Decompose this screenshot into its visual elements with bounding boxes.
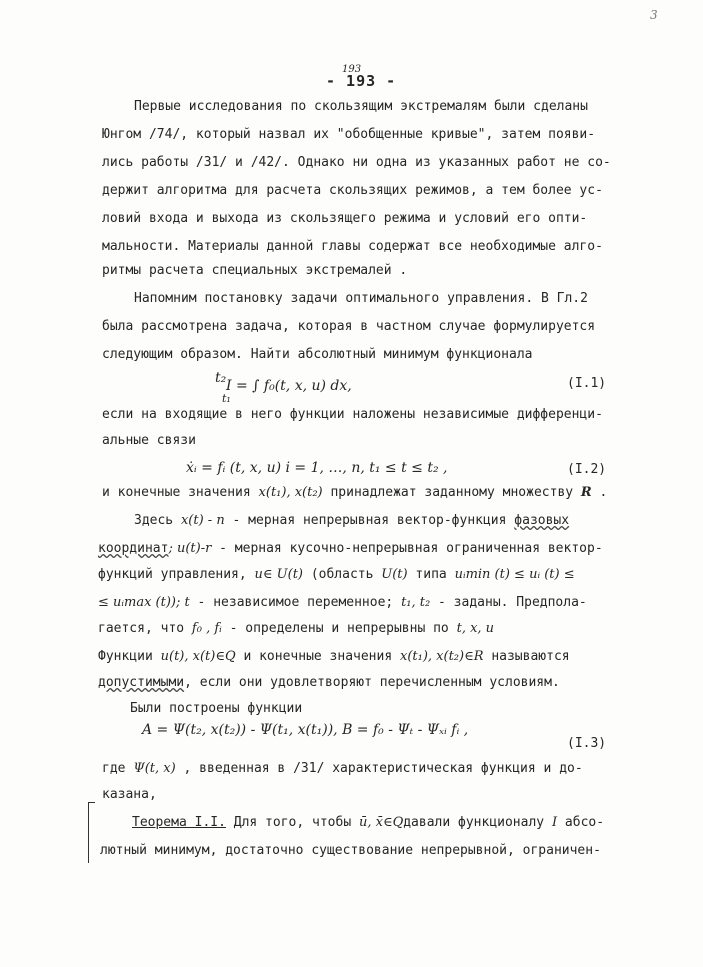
text-line: допустимыми, если они удовлетворяют перечисленным условиям. [98,675,560,690]
text-line: лись работы /31/ и /42/. Однако ни одна из указанных работ не со- [102,155,611,170]
text-line: координат; u(t)-r - мерная кусочно-непрерывная ограниченная вектор- [98,541,603,556]
equation-number: (I.1) [567,376,607,391]
equation-number: (I.2) [567,462,607,477]
formula: I = ∫ f₀(t, x, u) dx, [226,378,352,394]
text-line: мальности. Материалы данной главы содержат все необходимые алго- [102,239,603,254]
formula-upper-limit: t₂ [215,370,227,386]
text-line: Первые исследования по скользящим экстремалям были сделаны [134,99,588,114]
text-line: следующим образом. Найти абсолютный минимум функционала [102,347,533,362]
text-line: Юнгом /74/, который назвал их "обобщенные кривые", затем появи- [102,127,596,142]
text-line: функций управления, u∈ U(t) (область U(t) типа uᵢmin (t) ≤ uᵢ (t) ≤ [98,567,575,582]
text-line: была рассмотрена задача, которая в частном случае формулируется [102,319,596,334]
text-line: ловий входа и выхода из скользящего режима и условий его опти- [102,211,588,226]
text-line: Теорема I.I. Для того, чтобы ū, x̄∈Qдавали функционалу I абсо- [132,815,605,830]
page-number: - 193 - [326,72,397,90]
text-line: Функции u(t), x(t)∈Q и конечные значения x(t₁), x(t₂)∈R называются [98,649,570,664]
text-line: альные связи [102,433,196,448]
text-line: лютный минимум, достаточно существование непрерывной, ограничен- [100,843,601,858]
text-line: ≤ uᵢmax (t)); t - независимое переменное; t₁, t₂ - заданы. Предпола- [98,595,587,610]
text-line: гается, что f₀ , fᵢ - определены и непрерывны по t, x, u [98,621,495,636]
text-line: где Ψ(t, x) , введенная в /31/ характеристическая функция и до- [102,761,583,776]
margin-bracket [88,802,95,863]
formula: ẋᵢ = fᵢ (t, x, u) i = 1, …, n, t₁ ≤ t ≤ t₂ , [186,460,448,476]
text-line: Напомним постановку задачи оптимального управления. В Гл.2 [134,291,588,306]
text-line: Здесь x(t) - n - мерная непрерывная вектор-функция фазовых [134,513,570,528]
formula-lower-limit: t₁ [222,392,231,405]
text-line: ритмы расчета специальных экстремалей . [102,263,408,278]
text-line: если на входящие в него функции наложены независимые дифференци- [102,407,603,422]
text-line: Были построены функции [130,701,303,716]
equation-number: (I.3) [567,736,607,751]
corner-mark: 3 [650,8,658,22]
text-line: и конечные значения x(t₁), x(t₂) принадлежат заданному множеству R . [102,485,608,500]
formula: A = Ψ(t₂, x(t₂)) - Ψ(t₁, x(t₁)), B = f₀ - Ψₜ - Ψₓᵢ fᵢ , [142,722,469,738]
text-line: казана, [102,787,157,802]
page-number-handwritten: 193 [342,64,362,75]
text-line: держит алгоритма для расчета скользящих режимов, а тем более ус- [102,183,603,198]
